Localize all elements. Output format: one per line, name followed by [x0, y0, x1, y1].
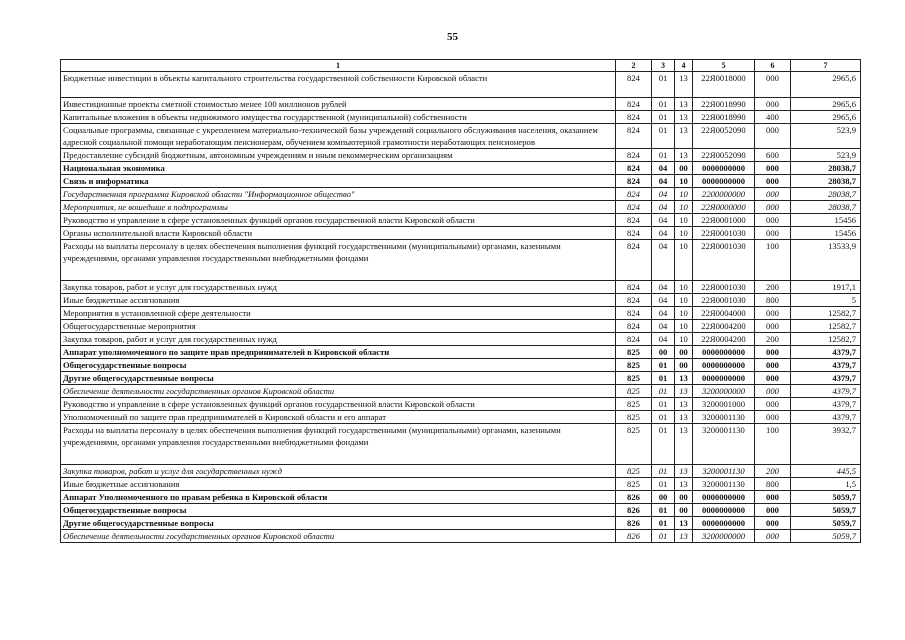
table-row [61, 478, 861, 491]
row-name-cell: Государственная программа Кировской области "Информационное общество" [61, 188, 616, 201]
subsection-cell: 00 [675, 359, 693, 372]
section-cell: 04 [652, 188, 675, 201]
header-cell: 6 [755, 60, 791, 72]
section-cell: 04 [652, 214, 675, 227]
row-name-cell: Национальная экономика [61, 162, 616, 175]
expense-type-cell: 200 [755, 333, 791, 346]
header-cell: 7 [791, 60, 861, 72]
target-code-cell: 22Я0004200 [693, 333, 755, 346]
row-name-cell: Связь и информатика [61, 175, 616, 188]
amount-cell: 28038,7 [791, 175, 861, 188]
code-cell: 826 [616, 491, 652, 504]
amount-cell: 5059,7 [791, 517, 861, 530]
section-cell: 01 [652, 504, 675, 517]
row-name-cell: Мероприятия в установленной сфере деятельности [61, 307, 616, 320]
amount-cell: 3932,7 [791, 424, 861, 465]
code-cell: 826 [616, 530, 652, 543]
target-code-cell: 3200001130 [693, 424, 755, 465]
target-code-cell: 0000000000 [693, 162, 755, 175]
target-code-cell: 22Я0052090 [693, 149, 755, 162]
amount-cell: 4379,7 [791, 411, 861, 424]
table-row [61, 188, 861, 201]
table-row [61, 281, 861, 294]
table-row [61, 411, 861, 424]
subsection-cell: 13 [675, 517, 693, 530]
code-cell: 824 [616, 201, 652, 214]
section-cell: 01 [652, 385, 675, 398]
header-cell: 1 [61, 60, 616, 72]
expense-type-cell: 800 [755, 478, 791, 491]
section-cell: 01 [652, 98, 675, 111]
code-cell: 824 [616, 124, 652, 149]
code-cell: 824 [616, 188, 652, 201]
target-code-cell: 2200000000 [693, 188, 755, 201]
header-cell: 4 [675, 60, 693, 72]
amount-cell: 1917,1 [791, 281, 861, 294]
code-cell: 824 [616, 281, 652, 294]
amount-cell: 2965,6 [791, 111, 861, 124]
amount-cell: 2965,6 [791, 98, 861, 111]
code-cell: 824 [616, 333, 652, 346]
table-row [61, 517, 861, 530]
section-cell: 04 [652, 320, 675, 333]
expense-type-cell: 800 [755, 294, 791, 307]
target-code-cell: 22Я0004000 [693, 307, 755, 320]
row-name-cell: Закупка товаров, работ и услуг для государственных нужд [61, 465, 616, 478]
section-cell: 04 [652, 162, 675, 175]
subsection-cell: 00 [675, 162, 693, 175]
section-cell: 01 [652, 465, 675, 478]
target-code-cell: 22Я0052090 [693, 124, 755, 149]
table-row [61, 72, 861, 98]
row-name-cell: Мероприятия, не вошедшие в подпрограммы [61, 201, 616, 214]
code-cell: 825 [616, 465, 652, 478]
amount-cell: 5059,7 [791, 491, 861, 504]
subsection-cell: 10 [675, 188, 693, 201]
expense-type-cell: 000 [755, 372, 791, 385]
code-cell: 825 [616, 346, 652, 359]
table-row [61, 227, 861, 240]
expense-type-cell: 000 [755, 491, 791, 504]
table-row [61, 465, 861, 478]
target-code-cell: 22Я0004200 [693, 320, 755, 333]
row-name-cell: Бюджетные инвестиции в объекты капитального строительства государственной собственности Кировской области [61, 72, 616, 98]
section-cell: 04 [652, 240, 675, 281]
table-row [61, 175, 861, 188]
table-row [61, 398, 861, 411]
target-code-cell: 0000000000 [693, 517, 755, 530]
target-code-cell: 0000000000 [693, 175, 755, 188]
target-code-cell: 3200001130 [693, 465, 755, 478]
code-cell: 825 [616, 372, 652, 385]
subsection-cell: 00 [675, 346, 693, 359]
row-name-cell: Расходы на выплаты персоналу в целях обеспечения выполнения функций государственными (муниципальными) органами, казенными учреждениями, органами управления государственными внебюджетными фондами [61, 240, 616, 281]
code-cell: 825 [616, 385, 652, 398]
amount-cell: 13533,9 [791, 240, 861, 281]
section-cell: 04 [652, 281, 675, 294]
table-row [61, 111, 861, 124]
expense-type-cell: 400 [755, 111, 791, 124]
expense-type-cell: 600 [755, 149, 791, 162]
section-cell: 00 [652, 346, 675, 359]
code-cell: 824 [616, 320, 652, 333]
table-row [61, 307, 861, 320]
table-row [61, 372, 861, 385]
target-code-cell: 3200001130 [693, 478, 755, 491]
row-name-cell: Руководство и управление в сфере установленных функций органов государственной власти Кировской области [61, 214, 616, 227]
page-number: 55 [447, 31, 458, 43]
row-name-cell: Аппарат Уполномоченного по правам ребенка в Кировской области [61, 491, 616, 504]
subsection-cell: 00 [675, 491, 693, 504]
code-cell: 825 [616, 478, 652, 491]
expense-type-cell: 000 [755, 214, 791, 227]
table-row [61, 201, 861, 214]
expense-type-cell: 000 [755, 517, 791, 530]
section-cell: 04 [652, 227, 675, 240]
code-cell: 825 [616, 359, 652, 372]
expense-type-cell: 000 [755, 227, 791, 240]
amount-cell: 28038,7 [791, 201, 861, 214]
amount-cell: 1,5 [791, 478, 861, 491]
table-row [61, 294, 861, 307]
expense-type-cell: 000 [755, 411, 791, 424]
table-row [61, 491, 861, 504]
subsection-cell: 10 [675, 294, 693, 307]
table-row [61, 530, 861, 543]
amount-cell: 12582,7 [791, 320, 861, 333]
expense-type-cell: 000 [755, 320, 791, 333]
expense-type-cell: 000 [755, 175, 791, 188]
section-cell: 00 [652, 491, 675, 504]
target-code-cell: 3200001130 [693, 411, 755, 424]
amount-cell: 12582,7 [791, 307, 861, 320]
code-cell: 824 [616, 227, 652, 240]
amount-cell: 4379,7 [791, 346, 861, 359]
row-name-cell: Инвестиционные проекты сметной стоимостью менее 100 миллионов рублей [61, 98, 616, 111]
code-cell: 825 [616, 411, 652, 424]
row-name-cell: Социальные программы, связанные с укреплением материально-технической базы учреждений социального обслуживания населения, оказанием адресной социальной помощи неработающим пенсионерам, обучением компьютерной грамотности неработающих пенсионеров [61, 124, 616, 149]
amount-cell: 523,9 [791, 124, 861, 149]
target-code-cell: 22Я0018990 [693, 111, 755, 124]
expense-type-cell: 000 [755, 359, 791, 372]
target-code-cell: 0000000000 [693, 359, 755, 372]
expense-type-cell: 000 [755, 385, 791, 398]
section-cell: 01 [652, 124, 675, 149]
code-cell: 825 [616, 398, 652, 411]
amount-cell: 445,5 [791, 465, 861, 478]
subsection-cell: 13 [675, 424, 693, 465]
row-name-cell: Закупка товаров, работ и услуг для государственных нужд [61, 333, 616, 346]
row-name-cell: Общегосударственные мероприятия [61, 320, 616, 333]
amount-cell: 4379,7 [791, 372, 861, 385]
amount-cell: 4379,7 [791, 398, 861, 411]
subsection-cell: 13 [675, 149, 693, 162]
code-cell: 824 [616, 214, 652, 227]
section-cell: 01 [652, 359, 675, 372]
target-code-cell: 22Я0001030 [693, 227, 755, 240]
amount-cell: 5059,7 [791, 530, 861, 543]
subsection-cell: 13 [675, 111, 693, 124]
section-cell: 04 [652, 175, 675, 188]
code-cell: 824 [616, 240, 652, 281]
code-cell: 824 [616, 111, 652, 124]
code-cell: 826 [616, 504, 652, 517]
target-code-cell: 22Я0001030 [693, 240, 755, 281]
amount-cell: 4379,7 [791, 385, 861, 398]
section-cell: 04 [652, 307, 675, 320]
table-row [61, 359, 861, 372]
subsection-cell: 13 [675, 124, 693, 149]
target-code-cell: 0000000000 [693, 346, 755, 359]
subsection-cell: 00 [675, 504, 693, 517]
code-cell: 826 [616, 517, 652, 530]
amount-cell: 28038,7 [791, 162, 861, 175]
code-cell: 825 [616, 424, 652, 465]
section-cell: 01 [652, 517, 675, 530]
table-row [61, 320, 861, 333]
target-code-cell: 3200000000 [693, 530, 755, 543]
subsection-cell: 13 [675, 385, 693, 398]
subsection-cell: 10 [675, 227, 693, 240]
expense-type-cell: 000 [755, 98, 791, 111]
budget-table [60, 59, 861, 543]
subsection-cell: 10 [675, 307, 693, 320]
subsection-cell: 10 [675, 281, 693, 294]
section-cell: 01 [652, 372, 675, 385]
subsection-cell: 13 [675, 411, 693, 424]
section-cell: 04 [652, 333, 675, 346]
table-row [61, 162, 861, 175]
section-cell: 01 [652, 149, 675, 162]
amount-cell: 2965,6 [791, 72, 861, 98]
row-name-cell: Другие общегосударственные вопросы [61, 372, 616, 385]
expense-type-cell: 000 [755, 504, 791, 517]
expense-type-cell: 000 [755, 201, 791, 214]
header-cell: 5 [693, 60, 755, 72]
subsection-cell: 13 [675, 98, 693, 111]
section-cell: 01 [652, 530, 675, 543]
subsection-cell: 10 [675, 201, 693, 214]
expense-type-cell: 100 [755, 424, 791, 465]
code-cell: 824 [616, 162, 652, 175]
expense-type-cell: 000 [755, 162, 791, 175]
target-code-cell: 22Я0001030 [693, 294, 755, 307]
section-cell: 01 [652, 411, 675, 424]
table-row [61, 240, 861, 281]
subsection-cell: 10 [675, 333, 693, 346]
code-cell: 824 [616, 98, 652, 111]
expense-type-cell: 000 [755, 398, 791, 411]
row-name-cell: Общегосударственные вопросы [61, 504, 616, 517]
target-code-cell: 3200000000 [693, 385, 755, 398]
table-row [61, 214, 861, 227]
amount-cell: 15456 [791, 214, 861, 227]
expense-type-cell: 100 [755, 240, 791, 281]
code-cell: 824 [616, 149, 652, 162]
target-code-cell: 0000000000 [693, 504, 755, 517]
subsection-cell: 10 [675, 214, 693, 227]
row-name-cell: Обеспечение деятельности государственных органов Кировской области [61, 530, 616, 543]
code-cell: 824 [616, 175, 652, 188]
subsection-cell: 13 [675, 465, 693, 478]
expense-type-cell: 000 [755, 530, 791, 543]
row-name-cell: Органы исполнительной власти Кировской области [61, 227, 616, 240]
code-cell: 824 [616, 294, 652, 307]
section-cell: 01 [652, 424, 675, 465]
subsection-cell: 10 [675, 175, 693, 188]
target-code-cell: 22Я0000000 [693, 201, 755, 214]
row-name-cell: Закупка товаров, работ и услуг для государственных нужд [61, 281, 616, 294]
table-row [61, 385, 861, 398]
amount-cell: 28038,7 [791, 188, 861, 201]
amount-cell: 5059,7 [791, 504, 861, 517]
row-name-cell: Руководство и управление в сфере установленных функций органов государственной власти Кировской области [61, 398, 616, 411]
table-header-row [61, 60, 861, 72]
table-row [61, 124, 861, 149]
expense-type-cell: 000 [755, 188, 791, 201]
table-row [61, 424, 861, 465]
row-name-cell: Уполномоченный по защите прав предпринимателей в Кировской области и его аппарат [61, 411, 616, 424]
subsection-cell: 13 [675, 372, 693, 385]
header-cell: 3 [652, 60, 675, 72]
section-cell: 04 [652, 201, 675, 214]
expense-type-cell: 000 [755, 307, 791, 320]
expense-type-cell: 000 [755, 72, 791, 98]
target-code-cell: 22Я0001030 [693, 281, 755, 294]
expense-type-cell: 200 [755, 465, 791, 478]
expense-type-cell: 000 [755, 346, 791, 359]
subsection-cell: 10 [675, 320, 693, 333]
expense-type-cell: 200 [755, 281, 791, 294]
table-row [61, 98, 861, 111]
section-cell: 04 [652, 294, 675, 307]
table-row [61, 333, 861, 346]
target-code-cell: 3200001000 [693, 398, 755, 411]
code-cell: 824 [616, 307, 652, 320]
target-code-cell: 22Я0001000 [693, 214, 755, 227]
code-cell: 824 [616, 72, 652, 98]
amount-cell: 5 [791, 294, 861, 307]
target-code-cell: 22Я0018990 [693, 98, 755, 111]
amount-cell: 15456 [791, 227, 861, 240]
row-name-cell: Расходы на выплаты персоналу в целях обеспечения выполнения функций государственными (муниципальными) органами, казенными учреждениями, органами управления государственными внебюджетными фондами [61, 424, 616, 465]
row-name-cell: Капитальные вложения в объекты недвижимого имущества государственной (муниципальной) собственности [61, 111, 616, 124]
row-name-cell: Обеспечение деятельности государственных органов Кировской области [61, 385, 616, 398]
row-name-cell: Аппарат уполномоченного по защите прав предпринимателей в Кировской области [61, 346, 616, 359]
amount-cell: 12582,7 [791, 333, 861, 346]
amount-cell: 4379,7 [791, 359, 861, 372]
amount-cell: 523,9 [791, 149, 861, 162]
expense-type-cell: 000 [755, 124, 791, 149]
subsection-cell: 13 [675, 478, 693, 491]
target-code-cell: 22Я0018000 [693, 72, 755, 98]
section-cell: 01 [652, 398, 675, 411]
subsection-cell: 10 [675, 240, 693, 281]
row-name-cell: Предоставление субсидий бюджетным, автономным учреждениям и иным некоммерческим организациям [61, 149, 616, 162]
row-name-cell: Иные бюджетные ассигнования [61, 294, 616, 307]
table-row [61, 149, 861, 162]
subsection-cell: 13 [675, 530, 693, 543]
row-name-cell: Общегосударственные вопросы [61, 359, 616, 372]
target-code-cell: 0000000000 [693, 372, 755, 385]
row-name-cell: Иные бюджетные ассигнования [61, 478, 616, 491]
section-cell: 01 [652, 111, 675, 124]
subsection-cell: 13 [675, 398, 693, 411]
table-row [61, 346, 861, 359]
section-cell: 01 [652, 478, 675, 491]
row-name-cell: Другие общегосударственные вопросы [61, 517, 616, 530]
table-row [61, 504, 861, 517]
subsection-cell: 13 [675, 72, 693, 98]
section-cell: 01 [652, 72, 675, 98]
target-code-cell: 0000000000 [693, 491, 755, 504]
header-cell: 2 [616, 60, 652, 72]
